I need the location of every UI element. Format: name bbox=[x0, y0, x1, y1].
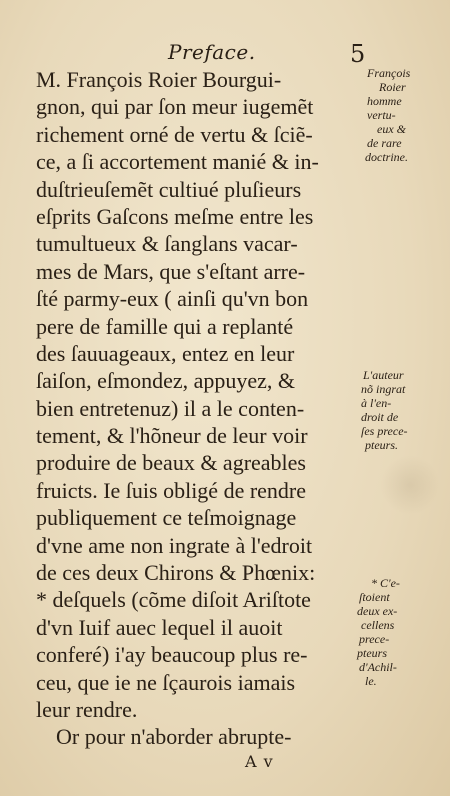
margin-note-line: * C'e- bbox=[371, 576, 400, 590]
text-line: ſaiſon, eſmondez, appuyez, & bbox=[36, 368, 296, 394]
margin-note-line: eux & bbox=[377, 122, 406, 136]
text-line: des ſauuageaux, entez en leur bbox=[36, 340, 295, 366]
text-line: pere de famille qui a replanté bbox=[36, 313, 294, 339]
margin-note-line: pteurs bbox=[357, 646, 387, 660]
margin-note-line: le. bbox=[365, 674, 377, 688]
margin-note bbox=[357, 66, 449, 164]
text-line: richement orné de vertu & ſciẽ- bbox=[36, 121, 313, 147]
text-line: d'vn Iuif auec lequel il auoit bbox=[36, 614, 283, 640]
running-head: Preface. bbox=[168, 40, 256, 64]
text-line: tement, & l'hõneur de leur voir bbox=[36, 423, 308, 449]
text-line: eſprits Gaſcons meſme entre les bbox=[36, 203, 314, 229]
text-line: de ces deux Chirons & Phœnix: bbox=[36, 560, 316, 586]
text-line: duſtrieuſemẽt cultiué pluſieurs bbox=[36, 176, 302, 202]
text-line: gnon, qui par ſon meur iugemẽt bbox=[36, 94, 314, 120]
text-line: tumultueux & ſanglans vacar- bbox=[36, 231, 298, 257]
text-line: ce, a ſi accortement manié & in- bbox=[36, 149, 319, 175]
margin-note-line: homme bbox=[367, 94, 402, 108]
margin-note-line: deux ex- bbox=[357, 604, 398, 618]
margin-note-line: ſtoient bbox=[359, 590, 390, 604]
text-line: mes de Mars, que s'eſtant arre- bbox=[36, 258, 306, 284]
margin-note-line: droit de bbox=[361, 410, 399, 424]
margin-note-line: cellens bbox=[361, 618, 395, 632]
text-line: fruicts. Ie ſuis obligé de rendre bbox=[36, 477, 307, 503]
margin-note-line: vertu- bbox=[367, 108, 396, 122]
text-line: conferé) i'ay beaucoup plus re- bbox=[36, 642, 308, 668]
margin-note bbox=[357, 368, 449, 452]
margin-note bbox=[357, 576, 449, 688]
text-line: ceu, que ie ne ſçaurois iamais bbox=[36, 669, 296, 695]
page-number: 5 bbox=[350, 40, 366, 68]
text-line: produire de beaux & agreables bbox=[36, 450, 306, 476]
margin-note-line: ſes prece- bbox=[361, 424, 408, 438]
body-text bbox=[36, 66, 358, 751]
text-line: * deſquels (cõme diſoit Ariſtote bbox=[36, 587, 311, 613]
margin-note-line: pteurs. bbox=[365, 438, 398, 452]
margin-note-line: François bbox=[367, 66, 411, 80]
text-line: bien entretenuz) il a le conten- bbox=[36, 395, 305, 421]
text-line: publiquement ce teſmoignage bbox=[36, 505, 297, 531]
text-line: ſté parmy-eux ( ainſi qu'vn bon bbox=[36, 286, 309, 312]
margin-note-line: prece- bbox=[359, 632, 390, 646]
text-line: Or pour n'aborder abrupte- bbox=[56, 724, 292, 750]
ink-bleed-through bbox=[380, 455, 440, 515]
margin-note-line: nõ ingrat bbox=[361, 382, 406, 396]
margin-note-line: L'auteur bbox=[363, 368, 404, 382]
text-line: leur rendre. bbox=[36, 696, 138, 722]
margin-note-line: à l'en- bbox=[361, 396, 392, 410]
page-header bbox=[0, 40, 450, 68]
margin-note-line: Roier bbox=[379, 80, 406, 94]
text-line: M. François Roier Bourgui- bbox=[36, 67, 282, 92]
margin-note-line: de rare bbox=[367, 136, 402, 150]
signature-mark: A v bbox=[245, 752, 274, 771]
margin-note-line: d'Achil- bbox=[359, 660, 397, 674]
text-line: d'vne ame non ingrate à l'edroit bbox=[36, 532, 313, 558]
margin-note-line: doctrine. bbox=[365, 150, 408, 164]
